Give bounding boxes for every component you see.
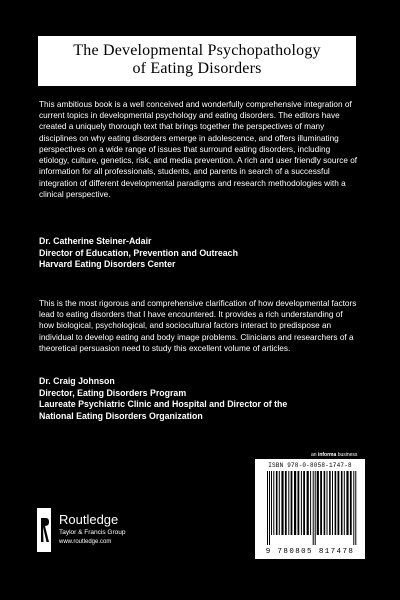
endorsement-1-text: This ambitious book is a well conceived and wonderfully comprehensive integration of current topics in developmental psychology and eating disorders. The editors have created a uniquely thorough text that brings together the perspectives of many disciplines on why eating disorders emerge in adolescence, and offers illuminating perspectives on a wide range of issues that surround eating disorders, including etiology, culture, genetics, risk, and media prevention. A rich and user friendly source of information for all professionals, students, and parents in search of a successful integration of different developmental paradigms and research methodologies with a clinical perspective. xyxy=(39,100,358,199)
endorsement-1-author: Dr. Catherine Steiner-Adair xyxy=(39,236,152,246)
endorsement-2-credit xyxy=(39,376,369,423)
book-title-box xyxy=(38,36,356,86)
endorsement-2-org-line-2: National Eating Disorders Organization xyxy=(39,411,203,422)
informa-brand: informa xyxy=(317,452,337,458)
endorsement-1-role: Director of Education, Prevention and Outreach xyxy=(39,247,238,258)
endorsement-2-author: Dr. Craig Johnson xyxy=(39,376,115,386)
barcode-icon xyxy=(265,471,359,545)
routledge-logo-icon xyxy=(37,508,51,552)
barcode-box xyxy=(255,459,365,559)
informa-suffix: business xyxy=(337,452,358,458)
endorsement-1-org: Harvard Eating Disorders Center xyxy=(39,259,176,270)
endorsement-2-text: This is the most rigorous and comprehensive clarification of how developmental factors lead to eating disorders that I have encountered. It provides a rich understanding of how biological, psychological, and sociocultural factors interact to predispose an individual to develop eating and body image problems. Clinicians and researchers of a theoretical persuasion need to study this excellent volume of articles. xyxy=(39,299,357,353)
publisher-group: Taylor & Francis Group xyxy=(59,529,126,536)
endorsement-2-role: Director, Eating Disorders Program xyxy=(39,387,187,398)
informa-business-tag xyxy=(311,452,357,458)
endorsement-1-credit xyxy=(39,236,369,271)
barcode-digits: 9 780805 817478 xyxy=(257,548,363,556)
publisher-block xyxy=(37,508,187,552)
publisher-url: www.routledge.com xyxy=(59,539,112,545)
informa-prefix: an xyxy=(311,452,317,458)
publisher-name: Routledge xyxy=(59,512,119,527)
endorsement-2-org-line-1: Laureate Psychiatric Clinic and Hospital and Director of the xyxy=(39,399,288,410)
book-title-line-1: The Developmental Psychopathology xyxy=(73,42,321,59)
book-title-line-2: of Eating Disorders xyxy=(132,59,262,77)
isbn-label: ISBN 978-0-8058-1747-8 xyxy=(268,462,352,469)
